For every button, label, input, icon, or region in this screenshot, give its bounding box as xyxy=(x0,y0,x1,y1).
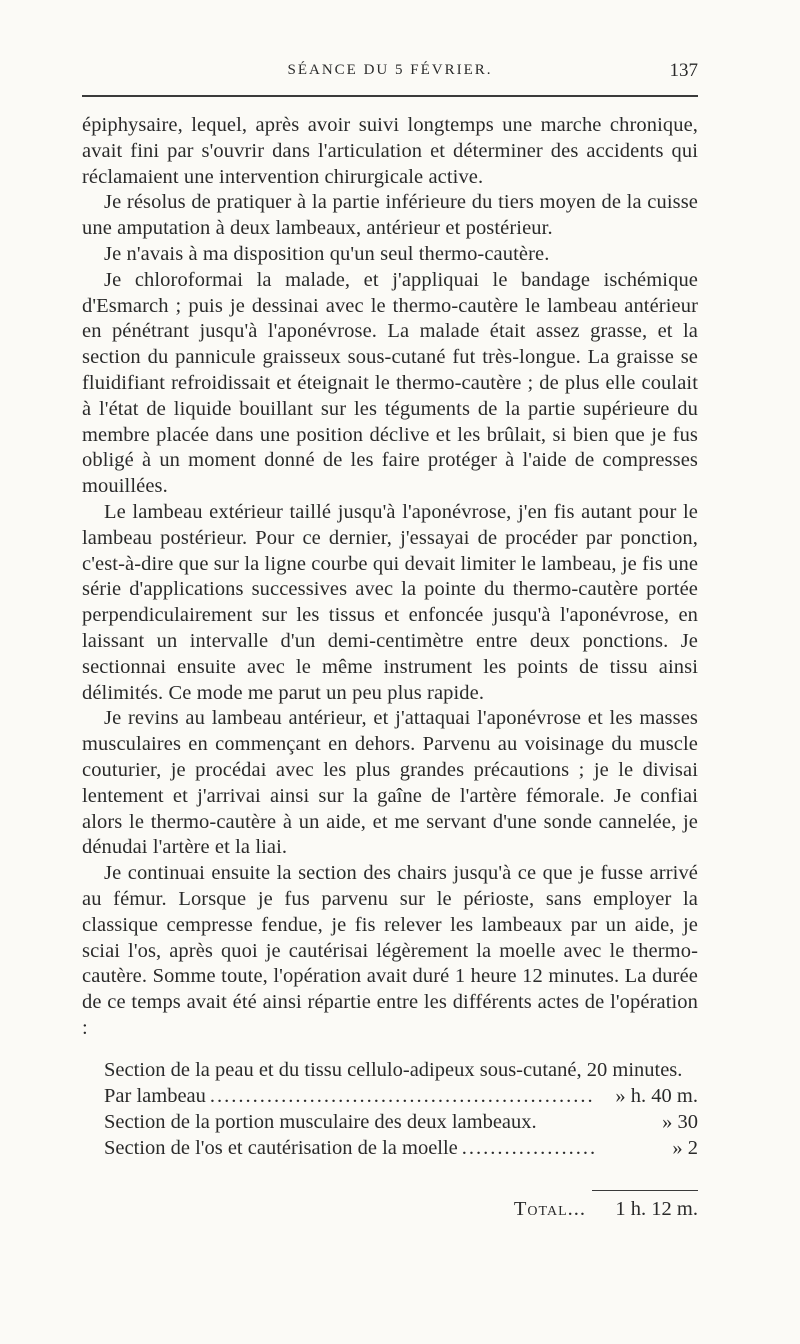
table-row xyxy=(82,1110,698,1136)
paragraph: épiphysaire, lequel, après avoir suivi longtemps une marche chronique, avait fini par s'ouvrir dans l'articulation et déterminer des accidents qui réclamaient une intervention chirurgicale active. xyxy=(82,114,698,188)
row-label: Section de la portion musculaire des deux lambeaux. xyxy=(104,1110,537,1133)
page-number: 137 xyxy=(669,60,698,81)
duration-table xyxy=(82,1058,698,1162)
paragraph: Le lambeau extérieur taillé jusqu'à l'aponévrose, j'en fis autant pour le lambeau postérieur. Pour ce dernier, j'essayai de procéder par ponction, c'est-à-dire que sur la ligne courbe qui devait limiter le lambeau, je fis une série d'applications successives avec la pointe du thermo-cautère portée perpendiculairement sur les tissus et enfoncée jusqu'à l'aponévrose, en laissant un intervalle d'un demi-centimètre entre deux ponctions. Je sectionnai ensuite avec le même instrument les points de tissu ainsi délimités. Ce mode me parut un peu plus rapide. xyxy=(82,500,699,704)
leader-dots xyxy=(210,1084,594,1110)
header-rule xyxy=(82,95,698,97)
page-header xyxy=(82,62,698,86)
row-label: Par lambeau xyxy=(104,1084,206,1107)
paragraph: Je résolus de pratiquer à la partie inférieure du tiers moyen de la cuisse une amputation à deux lambeaux, antérieur et postérieur. xyxy=(82,191,698,240)
body-text xyxy=(82,113,698,1042)
leader-dots xyxy=(462,1136,594,1162)
running-title: SÉANCE DU 5 FÉVRIER. xyxy=(287,62,493,78)
table-intro: Section de la peau et du tissu cellulo-adipeux sous-cutané, 20 minutes. xyxy=(104,1059,683,1081)
row-value: » 30 xyxy=(662,1110,698,1133)
row-value: » 2 xyxy=(672,1136,698,1159)
total-value: 1 h. 12 m. xyxy=(615,1198,698,1220)
paragraph: Je chloroformai la malade, et j'appliquai le bandage ischémique d'Esmarch ; puis je dessinai avec le thermo-cautère le lambeau antérieur en pénétrant jusqu'à l'aponévrose. La malade était assez grasse, et la section du pannicule graisseux sous-cutané fut très-longue. La graisse se fluidifiant refroidissait et éteignait le thermo-cautère ; de plus elle coulait à l'état de liquide bouillant sur les téguments de la partie supérieure du membre placée dans une position déclive et les brûlait, si bien que je fus obligé à un moment donné de les faire protéger à l'aide de compresses mouillées. xyxy=(82,268,698,498)
row-label: Section de l'os et cautérisation de la moelle xyxy=(104,1136,458,1159)
paragraph: Je revins au lambeau antérieur, et j'attaquai l'aponévrose et les masses musculaires en commençant en dehors. Parvenu au voisinage du muscle couturier, je procédai avec les plus grandes précautions ; je le divisai lentement et j'arrivai ainsi sur la gaîne de l'artère fémorale. Je confiai alors le thermo-cautère à un aide, et me servant d'une sonde cannelée, je dénudai l'artère et la liai. xyxy=(82,707,698,859)
row-value: » h. 40 m. xyxy=(615,1084,698,1107)
total-label: Total... xyxy=(513,1198,586,1220)
table-row xyxy=(82,1084,698,1110)
total-rule xyxy=(592,1190,698,1191)
table-row xyxy=(82,1136,698,1162)
paragraph: Je n'avais à ma disposition qu'un seul thermo-cautère. xyxy=(104,242,550,265)
paragraph: Je continuai ensuite la section des chairs jusqu'à ce que je fusse arrivé au fémur. Lorsque je fus parvenu sur le périoste, sans employer la classique cempresse fendue, je fis relever les lambeaux par un aide, je sciai l'os, après quoi je cautérisai légèrement la moelle avec le thermo-cautère. Somme toute, l'opération avait duré 1 heure 12 minutes. La durée de ce temps avait été ainsi répartie entre les différents actes de l'opération : xyxy=(82,862,698,1039)
